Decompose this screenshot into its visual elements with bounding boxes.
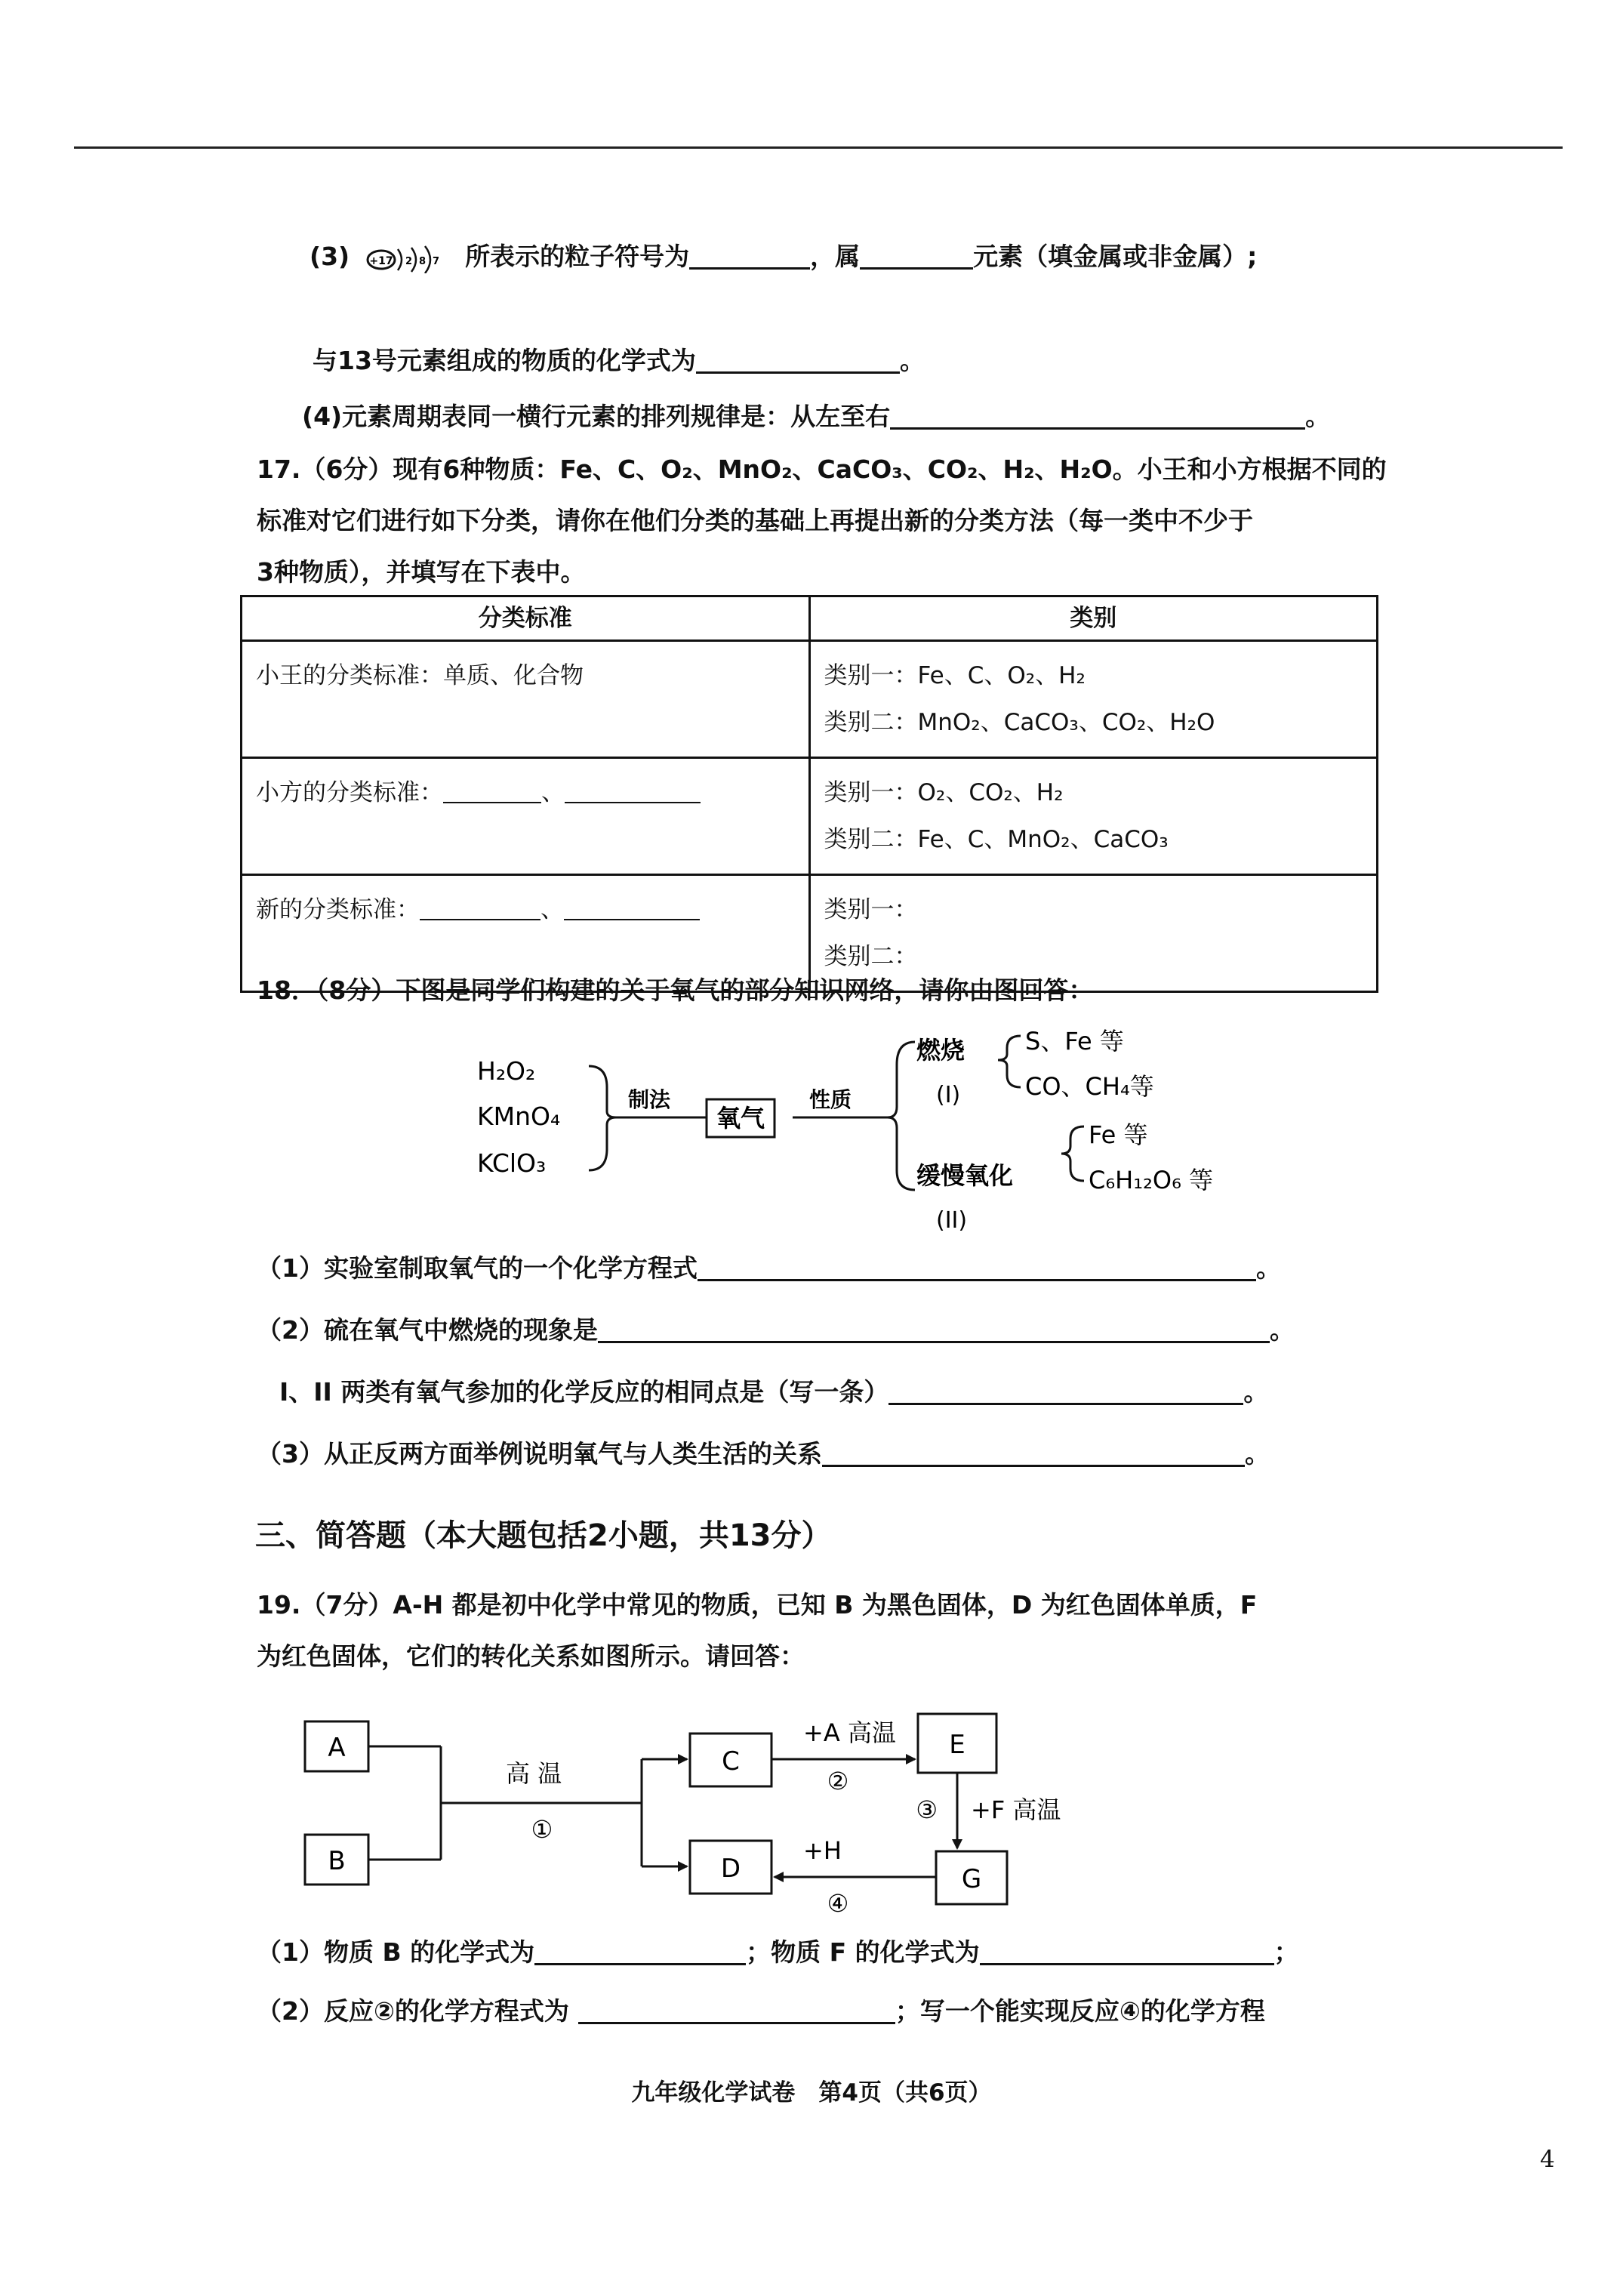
node-g-label: G [961, 1864, 982, 1894]
answer-blank-element-type[interactable] [860, 242, 973, 270]
classification-table [240, 595, 1378, 993]
q16-part3-line2 [313, 344, 925, 378]
q18-part2-end: 。 [1269, 1315, 1295, 1345]
q16-part4 [302, 400, 1330, 433]
q19-line1: 19.（7分）A-H 都是初中化学中常见的物质，已知 B 为黑色固体，D 为红色固体单质，F [257, 1590, 1258, 1620]
category-one: 类别一：O₂、CO₂、H₂ [824, 779, 1064, 806]
node-a-label: A [328, 1733, 346, 1763]
answer-blank-formula-f[interactable] [980, 1937, 1274, 1965]
brace-properties [888, 1042, 915, 1190]
label-oxygen: 氧气 [716, 1104, 765, 1133]
q16-part3-text-a: 所表示的粒子符号为 [465, 242, 690, 271]
q16-part3-line1 [310, 240, 1257, 273]
category-two[interactable]: 类别二： [824, 943, 918, 970]
q18-part2b-end: 。 [1243, 1377, 1269, 1407]
q16-part4-end: 。 [1305, 402, 1331, 431]
separator: 、 [541, 779, 565, 806]
table-cell-categories [809, 758, 1378, 875]
q16-part3-line2-text: 与13号元素组成的物质的化学式为 [313, 346, 696, 375]
category-two: 类别二：Fe、C、MnO₂、CaCO₃ [824, 826, 1169, 853]
atom-structure-diagram [359, 243, 457, 273]
reaction-3-number: ③ [916, 1795, 938, 1824]
page-number: 4 [1540, 2146, 1555, 2173]
q18-part3 [257, 1438, 1270, 1471]
q18-part1-end: 。 [1255, 1253, 1281, 1283]
reaction-4-label: +H [803, 1836, 842, 1865]
q18-part3-text: （3）从正反两方面举例说明氧气与人类生活的关系 [257, 1439, 822, 1469]
q18-part1 [257, 1252, 1281, 1285]
standard-text: 小方的分类标准： [256, 779, 443, 806]
q18-part2b-text: I、II 两类有氧气参加的化学反应的相同点是（写一条） [279, 1377, 889, 1407]
answer-blank-reaction-2[interactable] [578, 1996, 895, 2024]
q16-part3-line2-end: 。 [899, 346, 925, 375]
page-footer: 九年级化学试卷 第4页（共6页） [631, 2079, 992, 2106]
table-cell-categories [809, 641, 1378, 758]
node-e-label: E [949, 1730, 965, 1760]
table-row [242, 641, 1378, 758]
slow-item-2: C₆H₁₂O₆ 等 [1089, 1166, 1214, 1194]
q16-part4-text: (4)元素周期表同一横行元素的排列规律是：从左至右 [302, 402, 891, 431]
node-b-label: B [328, 1846, 346, 1876]
category-two: 类别二：MnO₂、CaCO₃、CO₂、H₂O [824, 709, 1215, 736]
standard-text: 小王的分类标准：单质、化合物 [256, 662, 584, 689]
reaction-2-label: +A 高温 [803, 1718, 896, 1747]
table-header-standard: 分类标准 [242, 596, 810, 641]
burning-item-2: CO、CH₄等 [1025, 1072, 1154, 1101]
svg-text:8: 8 [418, 255, 426, 267]
q18-part2 [257, 1314, 1295, 1347]
reactant-kclo3: KClO₃ [477, 1148, 547, 1178]
reaction-2-number: ② [827, 1767, 849, 1795]
answer-blank-sulfur-phenomenon[interactable] [598, 1315, 1270, 1343]
svg-text:2: 2 [405, 255, 412, 267]
q19-part1-text-b: ；物质 F 的化学式为 [746, 1937, 980, 1967]
q16-part3-text-b: ，属 [810, 242, 861, 271]
reaction-1-number: ① [531, 1815, 553, 1844]
brace-slow-items [1061, 1126, 1084, 1181]
q18-intro: 18．（8分）下图是同学们构建的关于氧气的部分知识网络，请你由图回答： [257, 975, 1094, 1005]
answer-blank-oxygen-equation[interactable] [698, 1253, 1256, 1281]
section-title: 三、简答题（本大题包括2小题，共13分） [255, 1518, 832, 1553]
table-row [242, 758, 1378, 875]
atom-nucleus: +17 [369, 254, 393, 267]
label-slow-oxidation: 缓慢氧化 [916, 1161, 1014, 1190]
q18-part2b [279, 1376, 1268, 1409]
category-one: 类别一：Fe、C、O₂、H₂ [824, 662, 1086, 689]
q17-line1: 17.（6分）现有6种物质：Fe、C、O₂、MnO₂、CaCO₃、CO₂、H₂、H₂O。小王和小方根据不同的 [257, 455, 1387, 484]
q19-part1-text-a: （1）物质 B 的化学式为 [257, 1937, 535, 1967]
svg-text:7: 7 [432, 255, 439, 267]
node-d-label: D [720, 1854, 741, 1884]
separator: 、 [540, 896, 564, 923]
answer-blank-new-standard-2[interactable] [564, 896, 700, 920]
answer-blank-new-standard-1[interactable] [420, 896, 540, 920]
label-burning-num: (I) [936, 1082, 961, 1108]
brace-reactants [589, 1066, 616, 1170]
q19-part2-text-a: （2）反应②的化学方程式为 [257, 1996, 569, 2026]
q19-part1 [257, 1936, 1299, 1969]
oxygen-knowledge-network [453, 1019, 1283, 1238]
reactant-kmno4: KMnO₄ [477, 1102, 561, 1131]
slow-item-1: Fe 等 [1089, 1120, 1148, 1149]
q18-part3-end: 。 [1244, 1439, 1270, 1469]
answer-blank-oxygen-relation[interactable] [822, 1439, 1245, 1467]
answer-blank-particle-symbol[interactable] [689, 242, 810, 270]
q18-part1-text: （1）实验室制取氧气的一个化学方程式 [257, 1253, 698, 1283]
table-cell-standard [242, 641, 810, 758]
answer-blank-common-point[interactable] [888, 1377, 1243, 1405]
answer-blank-periodic-rule[interactable] [890, 402, 1305, 430]
category-one[interactable]: 类别一： [824, 896, 918, 923]
label-slow-oxidation-num: (II) [936, 1207, 968, 1234]
burning-item-1: S、Fe 等 [1025, 1027, 1124, 1056]
answer-blank-standard-1[interactable] [443, 779, 541, 803]
brace-burning-items [998, 1036, 1021, 1087]
q16-part3-label: (3) [310, 242, 350, 271]
q18-part2-text: （2）硫在氧气中燃烧的现象是 [257, 1315, 598, 1345]
header-rule [74, 146, 1563, 149]
q19-part1-end: ； [1273, 1937, 1299, 1967]
label-method: 制法 [628, 1087, 671, 1112]
answer-blank-formula[interactable] [696, 346, 900, 374]
q19-part2-text-b: ；写一个能实现反应④的化学方程 [895, 1996, 1265, 2026]
table-header-row [242, 596, 1378, 641]
standard-text: 新的分类标准： [256, 896, 420, 923]
q16-part3-text-c: 元素（填金属或非金属）; [973, 242, 1258, 271]
answer-blank-formula-b[interactable] [534, 1937, 746, 1965]
reaction-1-label: 高 温 [506, 1759, 562, 1788]
table-header-category: 类别 [809, 596, 1378, 641]
table-cell-standard [242, 758, 810, 875]
reaction-3-label: +F 高温 [971, 1795, 1061, 1824]
label-burning: 燃烧 [916, 1036, 965, 1065]
answer-blank-standard-2[interactable] [565, 779, 701, 803]
q19-part2 [257, 1995, 1265, 2028]
label-property: 性质 [809, 1087, 852, 1112]
node-c-label: C [722, 1746, 740, 1777]
reaction-4-number: ④ [827, 1889, 849, 1918]
reactant-h2o2: H₂O₂ [477, 1056, 536, 1086]
q17-line3: 3种物质），并填写在下表中。 [257, 557, 586, 587]
q19-line2: 为红色固体，它们的转化关系如图所示。请回答： [257, 1641, 805, 1671]
conversion-diagram [287, 1684, 1163, 1933]
q17-line2: 标准对它们进行如下分类，请你在他们分类的基础上再提出新的分类方法（每一类中不少于 [257, 506, 1253, 535]
